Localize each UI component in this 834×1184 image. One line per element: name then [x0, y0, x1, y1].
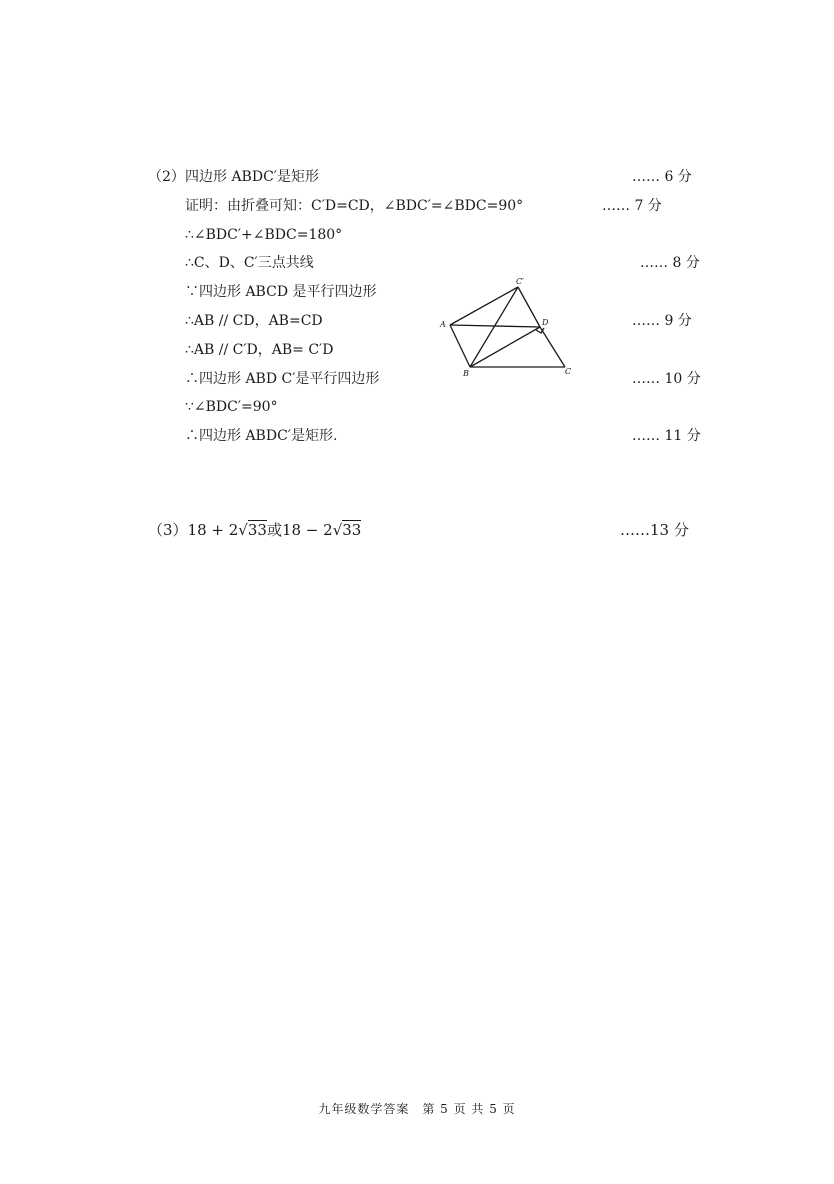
part3-label: （3） [148, 521, 188, 539]
proof-line-2: ∴∠BDC′+∠BDC=180° [185, 227, 343, 243]
sqrt-icon: √ [332, 521, 343, 539]
part3-term-2: 或18 − 2 [266, 521, 333, 539]
part2-label: （2） [148, 169, 185, 185]
part2-claim: 四边形 ABDC′是矩形 [185, 169, 319, 185]
part3-answer [148, 521, 361, 539]
proof-line-9: ∴四边形 ABDC′是矩形. [185, 428, 338, 444]
proof-line-1: 证明：由折叠可知：C′D=CD，∠BDC′=∠BDC=90° [185, 198, 524, 214]
segment-bd [470, 327, 540, 367]
proof-line-7: ∴四边形 ABD C′是平行四边形 [185, 371, 380, 387]
proof-score-5: …… 9 分 [632, 313, 692, 329]
proof-score-9: …… 11 分 [632, 428, 701, 444]
segment-ab [450, 325, 470, 367]
proof-line-5: ∴AB // CD，AB=CD [185, 313, 323, 329]
radicand-1: 33 [247, 521, 267, 539]
label-d: D [542, 318, 549, 327]
segment-ad [450, 325, 540, 327]
right-angle-mark [536, 328, 544, 333]
proof-score-1: …… 7 分 [602, 198, 662, 214]
label-a: A [440, 320, 446, 329]
radicand-2: 33 [342, 521, 362, 539]
segment-c-prime-d [518, 287, 540, 327]
label-b: B [463, 369, 469, 378]
sqrt-icon: √ [238, 521, 248, 539]
proof-line-4: ∵四边形 ABCD 是平行四边形 [185, 284, 377, 300]
segment-b-c-prime [470, 287, 518, 367]
segment-dc [540, 327, 565, 367]
proof-line-3: ∴C、D、C′三点共线 [185, 255, 314, 271]
proof-score-3: …… 8 分 [640, 255, 700, 271]
segment-ac-prime [450, 287, 518, 325]
label-c: C [565, 367, 572, 376]
label-c-prime: C′ [516, 277, 524, 286]
page-footer: 九年级数学答案 第 5 页 共 5 页 [318, 1102, 516, 1116]
proof-score-7: …… 10 分 [632, 371, 701, 387]
proof-line-8: ∵∠BDC′=90° [185, 399, 278, 415]
part2-claim-score: …… 6 分 [632, 169, 692, 185]
part3-score: ……13 分 [620, 521, 689, 539]
part3-term-1: 18 + 2 [187, 521, 239, 539]
proof-line-6: ∴AB // C′D，AB= C′D [185, 342, 334, 358]
